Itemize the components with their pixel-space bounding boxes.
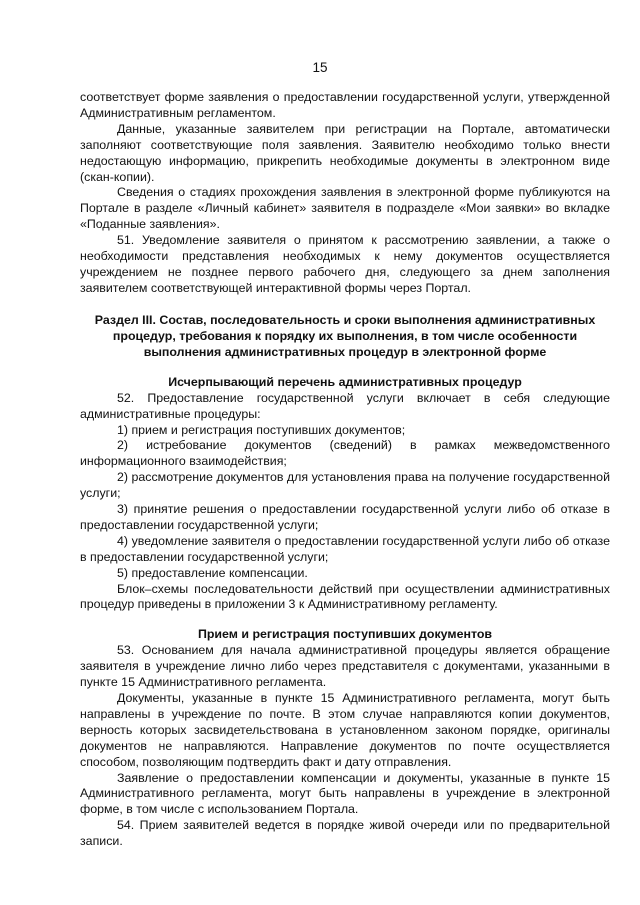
list-item: 5) предоставление компенсации. xyxy=(117,565,308,580)
list-item: 1) прием и регистрация поступивших документов; xyxy=(117,422,406,437)
section-heading: Раздел III. Состав, последовательность и сроки выполнения административных процедур, требования к порядку их выполнения, в том числе особенности выполнения административных процедур в электронной форме xyxy=(94,312,596,359)
paragraph-item-51: 51. Уведомление заявителя о принятом к рассмотрению заявлении, а также о необходимости представления необходимых к нему документов осуществляется учреждением не позднее первого рабочего дня, следующего за днем заполнения заявителем соответствующей интерактивной формы через Портал. xyxy=(80,233,610,295)
paragraph: Документы, указанные в пункте 15 Административного регламента, могут быть направлены в учреждение по почте. В этом случае направляются копии документов, верность которых засвидетельствована в установленном законом порядке, оригиналы документов не направляются. Направление документов по почте осуществляется способом, позволяющим подтвердить факт и дату отправления. xyxy=(80,691,610,769)
list-item: 2) истребование документов (сведений) в рамках межведомственного информационного взаимодействия; xyxy=(80,438,610,469)
paragraph: Сведения о стадиях прохождения заявления в электронной форме публикуются на Портале в разделе «Личный кабинет» заявителя в подразделе «Мои заявки» во вкладке «Поданные заявления». xyxy=(80,185,610,232)
paragraph-item-54: 54. Прием заявителей ведется в порядке живой очереди или по предварительной записи. xyxy=(80,818,610,849)
subsection-heading: Исчерпывающий перечень административных процедур xyxy=(168,374,522,389)
list-item: 2) рассмотрение документов для установления права на получение государственной услуги; xyxy=(80,470,610,501)
list-item: 4) уведомление заявителя о предоставлении государственной услуги либо об отказе в предоставлении государственной услуги; xyxy=(80,533,610,564)
paragraph: Заявление о предоставлении компенсации и документы, указанные в пункте 15 Административного регламента, могут быть направлены в учреждение в электронной форме, в том числе с использованием Портала. xyxy=(80,770,610,817)
paragraph: Блок–схемы последовательности действий при осуществлении административных процедур приведены в приложении 3 к Административному регламенту. xyxy=(80,581,610,612)
paragraph-item-53: 53. Основанием для начала административной процедуры является обращение заявителя в учреждение лично либо через представителя с документами, указанными в пункте 15 Административного регламента. xyxy=(80,643,610,690)
document-body xyxy=(80,90,610,850)
paragraph: соответствует форме заявления о предоставлении государственной услуги, утвержденной Административным регламентом. xyxy=(80,90,610,120)
page-number: 15 xyxy=(312,60,328,75)
paragraph-item-52: 52. Предоставление государственной услуги включает в себя следующие административные процедуры: xyxy=(80,390,610,421)
subsection-heading: Прием и регистрация поступивших документов xyxy=(197,627,493,642)
paragraph: Данные, указанные заявителем при регистрации на Портале, автоматически заполняют соответствующие поля заявления. Заявителю необходимо только внести недостающую информацию, прикрепить необходимые документы в электронном виде (скан-копии). xyxy=(80,121,610,184)
list-item: 3) принятие решения о предоставлении государственной услуги либо об отказе в предоставлении государственной услуги; xyxy=(80,502,610,532)
